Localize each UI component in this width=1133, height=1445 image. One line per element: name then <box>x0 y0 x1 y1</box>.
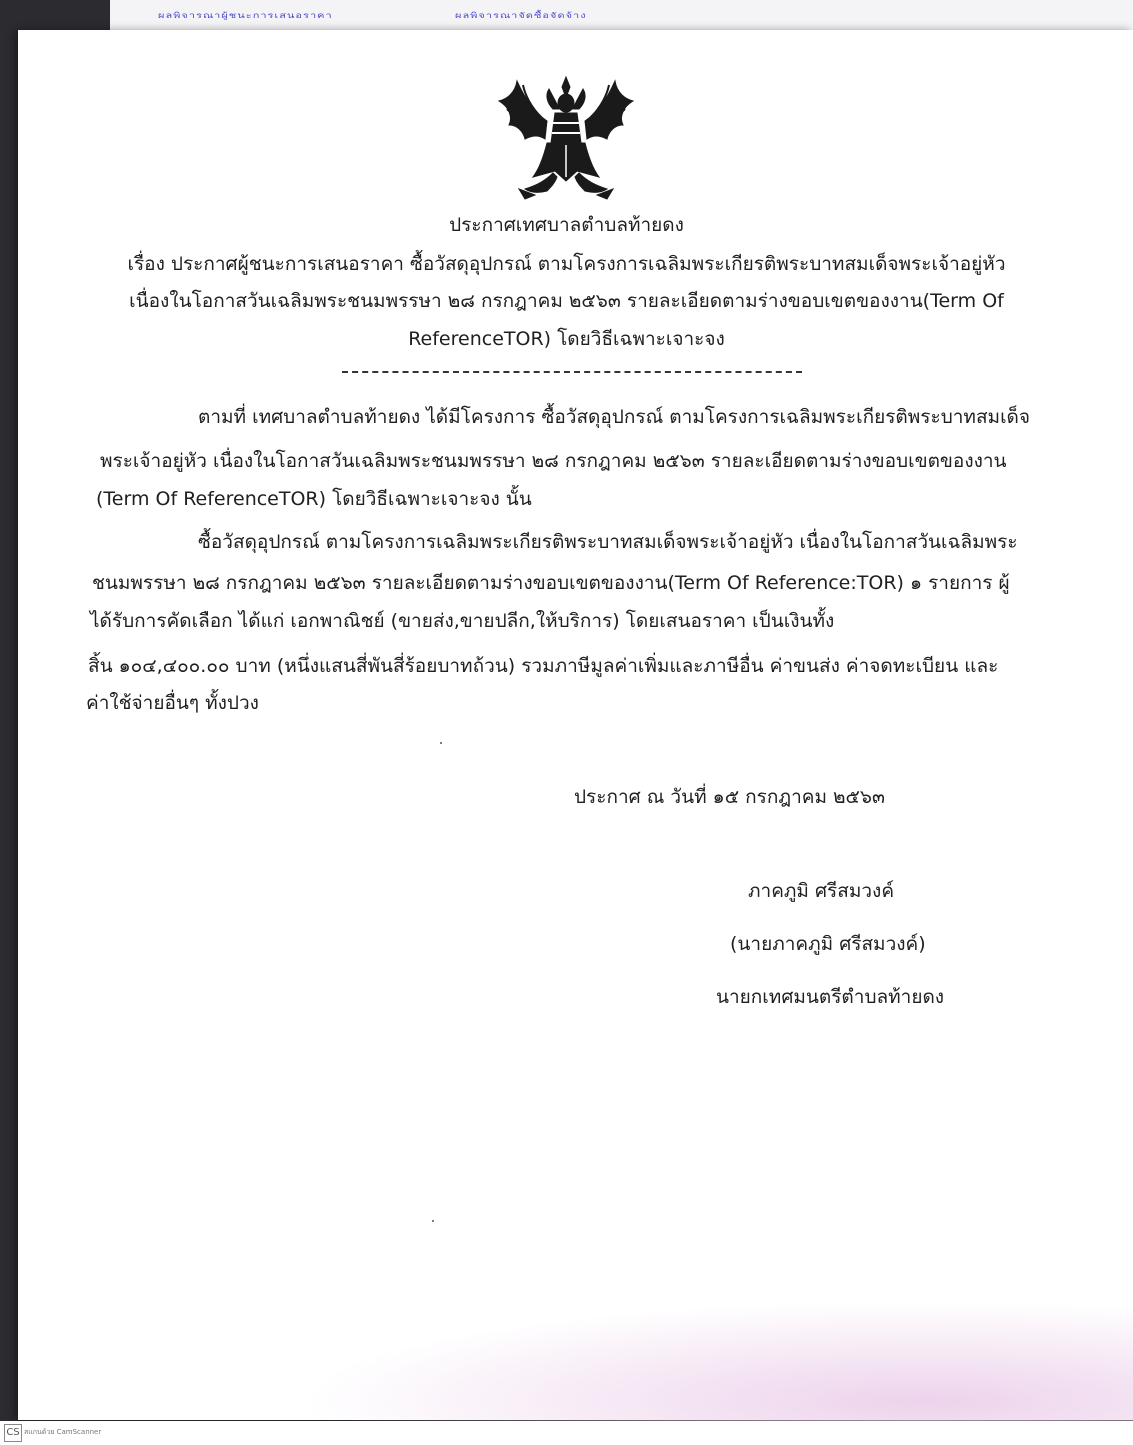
paragraph2-line-2: ชนมพรรษา ๒๘ กรกฎาคม ๒๕๖๓ รายละเอียดตามร่างขอบเขตของงาน(Term Of Reference:TOR) ๑ รายการ ผู้ <box>92 572 1010 594</box>
paragraph2-line-3: ได้รับการคัดเลือก ได้แก่ เอกพาณิชย์ (ขายส่ง,ขายปลีก,ให้บริการ) โดยเสนอราคา เป็นเงินทั้ง <box>90 610 835 632</box>
subject-line-1: เรื่อง ประกาศผู้ชนะการเสนอราคา ซื้อวัสดุอุปกรณ์ ตามโครงการเฉลิมพระเกียรติพระบาทสมเด็จพระเจ้าอยู่หัว <box>127 253 1006 275</box>
paragraph2-line-5: ค่าใช้จ่ายอื่นๆ ทั้งปวง <box>86 692 259 714</box>
scan-speck <box>432 1220 434 1222</box>
signer-name: (นายภาคภูมิ ศรีสมวงค์) <box>730 933 926 955</box>
back-sheet-text-right: ผลพิจารณาจัดซื้อจัดจ้าง <box>455 10 587 20</box>
paragraph2-line-4: สิ้น ๑๐๔,๔๐๐.๐๐ บาท (หนึ่งแสนสี่พันสี่ร้อยบาทถ้วน) รวมภาษีมูลค่าเพิ่มและภาษีอื่น ค่าขนส่ง ค่าจดทะเบียน และ <box>88 655 999 677</box>
document-sheet <box>18 30 1133 1420</box>
announce-date: ประกาศ ณ วันที่ ๑๕ กรกฎาคม ๒๕๖๓ <box>574 786 885 808</box>
signature: ภาคภูมิ ศรีสมวงค์ <box>748 880 895 902</box>
signer-position: นายกเทศมนตรีตำบลท้ายดง <box>716 986 945 1008</box>
scan-speck <box>440 742 442 744</box>
scanner-label: สแกนด้วย CamScanner <box>24 1428 102 1436</box>
paragraph2-line-1: ซื้อวัสดุอุปกรณ์ ตามโครงการเฉลิมพระเกียรติพระบาทสมเด็จพระเจ้าอยู่หัว เนื่องในโอกาสวันเฉลิมพระ <box>198 531 1018 553</box>
paragraph1-line-3: (Term Of ReferenceTOR) โดยวิธีเฉพาะเจาะจง นั้น <box>96 488 532 510</box>
separator-line <box>342 371 802 373</box>
paragraph1-line-2: พระเจ้าอยู่หัว เนื่องในโอกาสวันเฉลิมพระชนมพรรษา ๒๘ กรกฎาคม ๒๕๖๓ รายละเอียดตามร่างขอบเขตของงาน <box>100 450 1007 472</box>
paragraph1-line-1: ตามที่ เทศบาลตำบลท้ายดง ได้มีโครงการ ซื้อวัสดุอุปกรณ์ ตามโครงการเฉลิมพระเกียรติพระบาทสมเด็จ <box>198 406 1031 428</box>
subject-line-2: เนื่องในโอกาสวันเฉลิมพระชนมพรรษา ๒๘ กรกฎาคม ๒๕๖๓ รายละเอียดตามร่างขอบเขตของงาน(Term Of <box>129 290 1004 312</box>
document-title: ประกาศเทศบาลตำบลท้ายดง <box>449 214 684 236</box>
scanner-footer <box>0 1421 1133 1445</box>
garuda-emblem-icon <box>495 73 637 201</box>
camscanner-logo-icon: CS <box>4 1424 22 1442</box>
subject-line-3: ReferenceTOR) โดยวิธีเฉพาะเจาะจง <box>408 328 725 350</box>
back-sheet-text-left: ผลพิจารณาผู้ชนะการเสนอราคา <box>158 10 333 20</box>
